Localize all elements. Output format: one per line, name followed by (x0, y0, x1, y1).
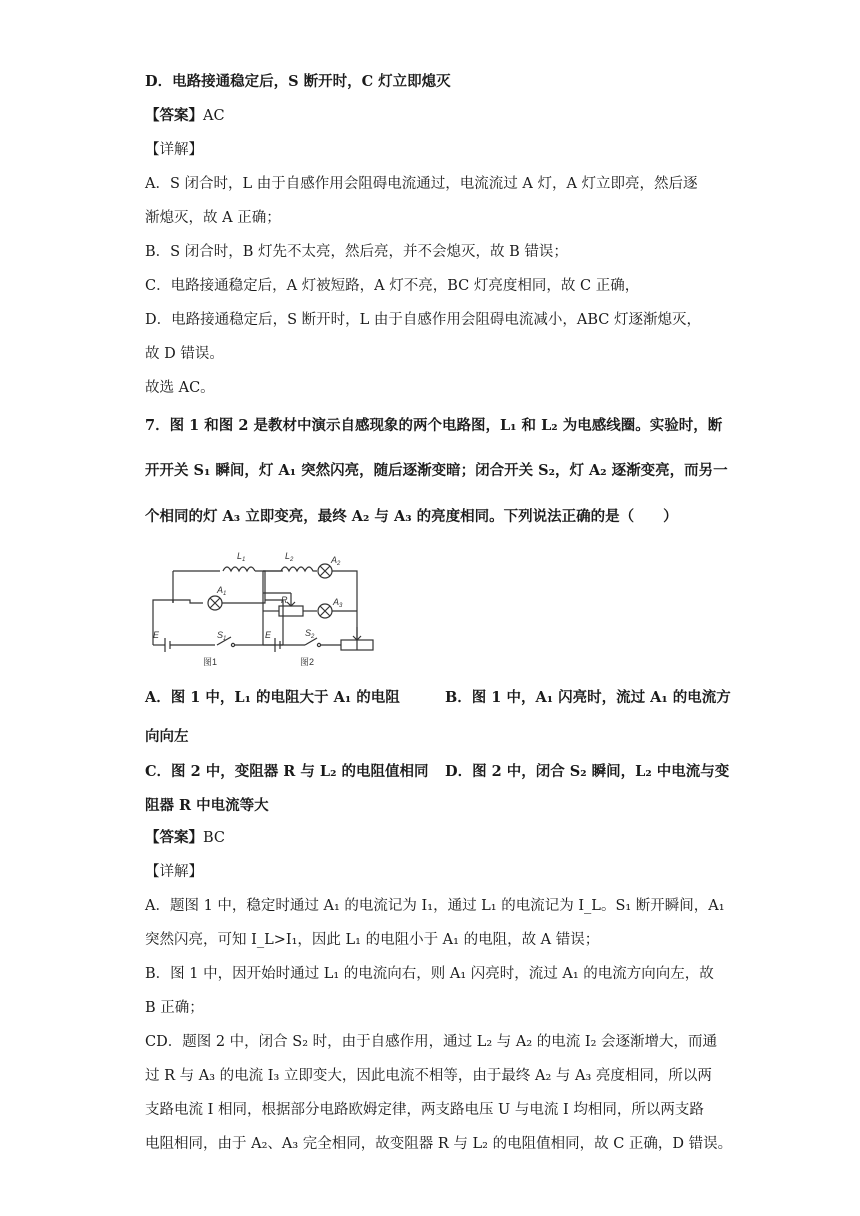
fig1-inductor-l1 (223, 567, 255, 571)
prev-detail-d-1: D．电路接通稳定后，S 断开时，L 由于自感作用会阻碍电流减小，ABC 灯逐渐熄灭， (145, 312, 702, 328)
prev-detail-a-2: 渐熄灭，故 A 正确； (145, 210, 281, 226)
prev-detail-a-1: A．S 闭合时，L 由于自感作用会阻碍电流通过，电流流过 A 灯，A 灯立即亮，然后逐 (145, 176, 698, 192)
label-s2: $S_2$ (305, 628, 315, 640)
q7-option-d-2: 阻器 R 中电流等大 (145, 797, 269, 814)
q7-detail-b-2: B 正确； (145, 1000, 204, 1016)
q7-stem-1: 7．图 1 和图 2 是教材中演示自感现象的两个电路图，L₁ 和 L₂ 为电感线圈。实验时，断 (145, 417, 723, 434)
prev-detail-b: B．S 闭合时，B 灯先不太亮，然后亮，并不会熄灭，故 B 错误； (145, 244, 568, 260)
label-a2: $A_2$ (331, 555, 341, 567)
label-r: R (281, 595, 288, 605)
q7-stem-2: 开开关 S₁ 瞬间，灯 A₁ 突然闪亮，随后逐渐变暗；闭合开关 S₂，灯 A₂ 逐渐变亮，而另一 (145, 462, 728, 479)
q7-option-d-1: D．图 2 中，闭合 S₂ 瞬间，L₂ 中电流与变 (445, 763, 730, 780)
label-l2: $L_2$ (285, 551, 294, 563)
q7-option-c: C．图 2 中，变阻器 R 与 L₂ 的电阻值相同 (145, 763, 429, 780)
q7-detail-label: 【详解】 (145, 864, 203, 880)
q7-detail-b-1: B．图 1 中，因开始时通过 L₁ 的电流向右，则 A₁ 闪亮时，流过 A₁ 的电流方向向左，故 (145, 966, 714, 982)
prev-option-d: D．电路接通稳定后，S 断开时，C 灯立即熄灭 (145, 73, 451, 90)
label-e1: E (153, 630, 160, 640)
prev-detail-label: 【详解】 (145, 142, 203, 158)
q7-option-b-1: B．图 1 中，A₁ 闪亮时，流过 A₁ 的电流方 (445, 689, 731, 706)
circuit-figure (145, 545, 375, 670)
q7-answer-line (145, 828, 225, 848)
q7-option-b-2: 向向左 (145, 728, 189, 745)
q7-detail-a-2: 突然闪亮，可知 I_L>I₁，因此 L₁ 的电阻小于 A₁ 的电阻，故 A 错误； (145, 932, 600, 948)
answer-value: BC (203, 830, 226, 846)
q7-stem-3: 个相同的灯 A₃ 立即变亮，最终 A₂ 与 A₃ 的亮度相同。下列说法正确的是（ ） (145, 508, 678, 525)
q7-detail-a-1: A．题图 1 中，稳定时通过 A₁ 的电流记为 I₁，通过 L₁ 的电流记为 I_L。S₁ 断开瞬间，A₁ (145, 898, 725, 914)
answer-label: 【答案】 (145, 107, 203, 124)
label-s1: $S_1$ (217, 630, 227, 642)
prev-detail-d-2: 故 D 错误。 (145, 346, 224, 362)
q7-detail-cd-3: 支路电流 I 相同，根据部分电路欧姆定律，两支路电压 U 与电流 I 均相同，所以两支路 (145, 1102, 704, 1118)
q7-option-a: A．图 1 中，L₁ 的电阻大于 A₁ 的电阻 (145, 689, 400, 706)
fig2-caption: 图2 (300, 657, 315, 667)
prev-conclusion: 故选 AC。 (145, 380, 215, 396)
answer-value: AC (203, 108, 225, 124)
label-l1: $L_1$ (237, 551, 246, 563)
q7-detail-cd-1: CD．题图 2 中，闭合 S₂ 时，由于自感作用，通过 L₂ 与 A₂ 的电流 I₂ 会逐渐增大，而通 (145, 1034, 718, 1050)
fig1-caption: 图1 (203, 657, 218, 667)
prev-detail-c: C．电路接通稳定后，A 灯被短路，A 灯不亮，BC 灯亮度相同，故 C 正确， (145, 278, 640, 294)
q7-detail-cd-4: 电阻相同，由于 A₂、A₃ 完全相同，故变阻器 R 与 L₂ 的电阻值相同，故 C 正确，D 错误。 (145, 1136, 733, 1152)
fig2-inductor-l2 (263, 567, 317, 571)
label-e2: E (265, 630, 272, 640)
q7-detail-cd-2: 过 R 与 A₃ 的电流 I₃ 立即变大，因此电流不相等，由于最终 A₂ 与 A₃ 亮度相同，所以两 (145, 1068, 712, 1084)
answer-label: 【答案】 (145, 829, 203, 846)
prev-answer-line (145, 106, 225, 126)
label-a3: $A_3$ (333, 597, 343, 609)
label-a1: $A_1$ (217, 585, 227, 597)
fig1-battery-e (165, 638, 170, 652)
